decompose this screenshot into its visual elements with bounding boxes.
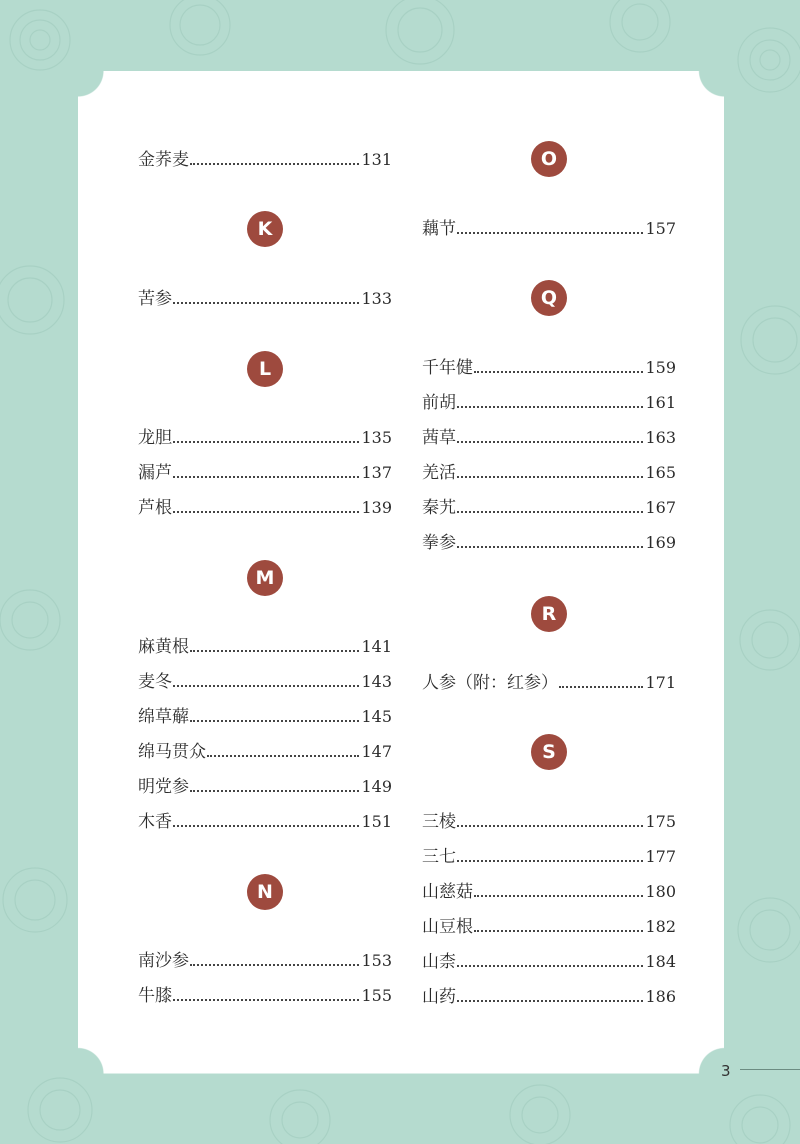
dot-leader: [457, 1000, 643, 1002]
section-letter-badge: R: [531, 596, 567, 632]
dot-leader: [474, 895, 643, 897]
entry-name: 山药: [422, 987, 456, 1007]
entry-name: 金荞麦: [138, 150, 189, 170]
index-entry[interactable]: [138, 285, 392, 309]
index-entry[interactable]: [138, 424, 392, 448]
section-letter-badge: S: [531, 734, 567, 770]
entry-page-number: 147: [361, 742, 392, 761]
section-letter-badge: K: [247, 211, 283, 247]
index-entry[interactable]: [138, 146, 392, 170]
entry-page-number: 177: [645, 847, 676, 866]
dot-leader: [559, 686, 643, 688]
entry-name: 羌活: [422, 463, 456, 483]
entry-page-number: 175: [645, 812, 676, 831]
entry-page-number: 155: [361, 986, 392, 1005]
entry-page-number: 159: [645, 358, 676, 377]
entry-name: 绵马贯众: [138, 742, 206, 762]
entry-page-number: 149: [361, 777, 392, 796]
entry-name: 山豆根: [422, 917, 473, 937]
index-entry[interactable]: [422, 215, 676, 239]
entry-page-number: 163: [645, 428, 676, 447]
index-entry[interactable]: [422, 529, 676, 553]
dot-leader: [173, 999, 359, 1001]
entry-name: 麦冬: [138, 672, 172, 692]
entry-page-number: 143: [361, 672, 392, 691]
index-entry[interactable]: [422, 424, 676, 448]
entry-name: 麻黄根: [138, 637, 189, 657]
entry-name: 山柰: [422, 952, 456, 972]
dot-leader: [190, 163, 359, 165]
index-entry[interactable]: [422, 494, 676, 518]
dot-leader: [173, 511, 359, 513]
entry-page-number: 171: [645, 673, 676, 692]
index-entry[interactable]: [138, 633, 392, 657]
entry-page-number: 161: [645, 393, 676, 412]
entry-page-number: 186: [645, 987, 676, 1006]
dot-leader: [457, 476, 643, 478]
index-entry[interactable]: [138, 808, 392, 832]
index-entry[interactable]: [422, 983, 676, 1007]
entry-name: 芦根: [138, 498, 172, 518]
index-entry[interactable]: [138, 947, 392, 971]
dot-leader: [457, 825, 643, 827]
index-entry[interactable]: [422, 948, 676, 972]
section-letter-badge: O: [531, 141, 567, 177]
dot-leader: [190, 720, 359, 722]
entry-page-number: 139: [361, 498, 392, 517]
section-letter-badge: Q: [531, 280, 567, 316]
entry-page-number: 169: [645, 533, 676, 552]
entry-page-number: 131: [361, 150, 392, 169]
index-entry[interactable]: [138, 494, 392, 518]
entry-name: 藕节: [422, 219, 456, 239]
entry-page-number: 165: [645, 463, 676, 482]
entry-name: 千年健: [422, 358, 473, 378]
index-entry[interactable]: [138, 668, 392, 692]
entry-page-number: 184: [645, 952, 676, 971]
entry-page-number: 133: [361, 289, 392, 308]
entry-name: 拳参: [422, 533, 456, 553]
index-entry[interactable]: [138, 703, 392, 727]
entry-page-number: 151: [361, 812, 392, 831]
dot-leader: [190, 964, 359, 966]
entry-name: 秦艽: [422, 498, 456, 518]
entry-page-number: 141: [361, 637, 392, 656]
dot-leader: [474, 371, 643, 373]
section-letter-badge: M: [247, 560, 283, 596]
index-entry[interactable]: [138, 738, 392, 762]
dot-leader: [190, 650, 359, 652]
dot-leader: [173, 441, 359, 443]
entry-name: 山慈菇: [422, 882, 473, 902]
entry-name: 前胡: [422, 393, 456, 413]
dot-leader: [457, 406, 643, 408]
dot-leader: [173, 476, 359, 478]
entry-name: 三七: [422, 847, 456, 867]
index-entry[interactable]: [422, 389, 676, 413]
entry-page-number: 180: [645, 882, 676, 901]
index-entry[interactable]: [422, 913, 676, 937]
entry-name: 苦参: [138, 289, 172, 309]
dot-leader: [190, 790, 359, 792]
dot-leader: [457, 232, 643, 234]
dot-leader: [457, 546, 643, 548]
index-entry[interactable]: [138, 459, 392, 483]
dot-leader: [457, 511, 643, 513]
entry-page-number: 137: [361, 463, 392, 482]
dot-leader: [173, 825, 359, 827]
entry-page-number: 145: [361, 707, 392, 726]
index-entry[interactable]: [422, 459, 676, 483]
entry-page-number: 182: [645, 917, 676, 936]
index-entry[interactable]: [422, 878, 676, 902]
entry-page-number: 167: [645, 498, 676, 517]
entry-page-number: 157: [645, 219, 676, 238]
entry-name: 龙胆: [138, 428, 172, 448]
index-entry[interactable]: [138, 982, 392, 1006]
index-entry[interactable]: [422, 354, 676, 378]
entry-name: 明党参: [138, 777, 189, 797]
page-number: 3: [721, 1062, 731, 1080]
entry-page-number: 135: [361, 428, 392, 447]
page-number-rule: [740, 1069, 800, 1070]
index-entry[interactable]: [422, 843, 676, 867]
dot-leader: [457, 965, 643, 967]
entry-name: 人参（附：红参）: [422, 673, 558, 693]
entry-name: 绵草薢: [138, 707, 189, 727]
dot-leader: [173, 302, 359, 304]
entry-name: 牛膝: [138, 986, 172, 1006]
index-entry[interactable]: [422, 669, 676, 693]
index-entry[interactable]: [138, 773, 392, 797]
entry-name: 茜草: [422, 428, 456, 448]
dot-leader: [207, 755, 359, 757]
dot-leader: [173, 685, 359, 687]
section-letter-badge: L: [247, 351, 283, 387]
dot-leader: [457, 860, 643, 862]
index-entry[interactable]: [422, 808, 676, 832]
section-letter-badge: N: [247, 874, 283, 910]
entry-name: 漏芦: [138, 463, 172, 483]
dot-leader: [457, 441, 643, 443]
entry-name: 三棱: [422, 812, 456, 832]
dot-leader: [474, 930, 643, 932]
entry-page-number: 153: [361, 951, 392, 970]
entry-name: 木香: [138, 812, 172, 832]
entry-name: 南沙参: [138, 951, 189, 971]
